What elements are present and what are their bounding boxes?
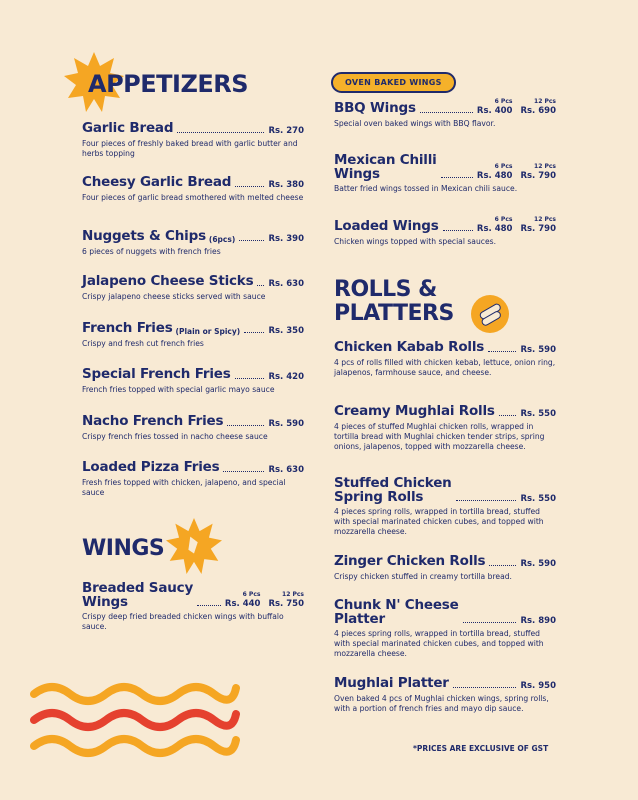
item-description: 4 pcs of rolls filled with chicken kebab, lettuce, onion ring, jalapenos, farmhouse sauce, and cheese. xyxy=(334,358,556,377)
item-description: Chicken wings topped with special sauces. xyxy=(334,237,496,246)
item-description: Crispy chicken stuffed in creamy tortilla bread. xyxy=(334,572,512,581)
list-item xyxy=(334,153,556,194)
list-item xyxy=(82,581,304,632)
item-price: Rs. 350 xyxy=(268,326,304,336)
item-name: Chicken Kabab Rolls xyxy=(334,339,485,355)
item-description: 4 pieces spring rolls, wrapped in tortilla bread, stuffed with special marinated chicken cubes, and topped with mozzarella cheese. xyxy=(334,629,544,658)
list-item xyxy=(334,403,556,452)
size-label: 6 Pcs xyxy=(494,163,513,170)
dotted-leader xyxy=(456,500,517,501)
dotted-leader xyxy=(488,351,516,352)
item-name: Mexican Chilli xyxy=(334,152,437,168)
list-item xyxy=(334,598,556,659)
item-name: Loaded Wings xyxy=(334,218,439,234)
item-description: Crispy and fresh cut french fries xyxy=(82,339,204,348)
item-description: 4 pieces of stuffed Mughlai chicken rolls, wrapped in tortilla bread with Mughlai chicken tender strips, spring onions, jalapenos, topped with mozzarella cheese. xyxy=(334,422,545,451)
item-note: (Plain or Spicy) xyxy=(175,327,241,336)
item-name: Breaded Saucy xyxy=(82,580,194,596)
item-price: Rs. 550 xyxy=(520,494,556,504)
list-item xyxy=(334,553,556,582)
item-description: Crispy french fries tossed in nacho cheese sauce xyxy=(82,432,268,441)
item-description: Crispy deep fried breaded chicken wings with buffalo sauce. xyxy=(82,612,284,631)
size-label: 6 Pcs xyxy=(494,216,513,223)
dotted-leader xyxy=(463,622,517,623)
item-name: Nacho French Fries xyxy=(82,413,224,429)
item-name: BBQ Wings xyxy=(334,100,416,116)
item-name: Special French Fries xyxy=(82,366,231,382)
item-name: Zinger Chicken Rolls xyxy=(334,553,486,569)
dual-price xyxy=(225,591,304,609)
item-description: Fresh fries topped with chicken, jalapeno, and special sauce xyxy=(82,478,286,497)
item-description: Four pieces of garlic bread smothered with melted cheese xyxy=(82,193,304,202)
item-price: Rs. 630 xyxy=(268,279,304,289)
item-price: Rs. 790 xyxy=(520,171,556,181)
size-label: 12 Pcs xyxy=(534,216,556,223)
item-description: Crispy jalapeno cheese sticks served with sauce xyxy=(82,292,266,301)
item-price: Rs. 690 xyxy=(520,106,556,116)
item-price: Rs. 590 xyxy=(520,559,556,569)
list-item xyxy=(334,339,556,378)
item-price: Rs. 480 xyxy=(476,224,513,234)
dual-price xyxy=(477,98,556,116)
item-description: Special oven baked wings with BBQ flavor. xyxy=(334,119,496,128)
item-name: Mughlai Platter xyxy=(334,675,449,691)
size-label: 12 Pcs xyxy=(534,98,556,105)
item-price: Rs. 420 xyxy=(268,372,304,382)
item-name-line2: Wings xyxy=(334,166,380,182)
item-description: Batter fried wings tossed in Mexican chili sauce. xyxy=(334,184,518,193)
item-price: Rs. 890 xyxy=(520,616,556,626)
item-price: Rs. 390 xyxy=(268,234,304,244)
wings-title: WINGS xyxy=(82,536,165,561)
item-description: 6 pieces of nuggets with french fries xyxy=(82,247,221,256)
item-price: Rs. 480 xyxy=(476,171,513,181)
dotted-leader xyxy=(499,415,517,416)
size-label: 6 Pcs xyxy=(494,98,513,105)
wavy-lines-decoration xyxy=(30,678,240,760)
item-name: Garlic Bread xyxy=(82,120,174,136)
item-name: French Fries xyxy=(82,320,173,336)
item-price: Rs. 270 xyxy=(268,126,304,136)
item-name: Stuffed Chicken xyxy=(334,475,452,491)
starburst-icon xyxy=(166,518,222,574)
size-label: 12 Pcs xyxy=(534,163,556,170)
list-item xyxy=(82,413,304,442)
item-price: Rs. 590 xyxy=(268,419,304,429)
dual-price xyxy=(477,216,556,234)
dotted-leader xyxy=(227,425,264,426)
list-item xyxy=(334,216,556,247)
item-price: Rs. 630 xyxy=(268,465,304,475)
list-item xyxy=(82,459,304,498)
dotted-leader xyxy=(441,177,473,178)
item-description: Four pieces of freshly baked bread with garlic butter and herbs topping xyxy=(82,139,298,158)
item-price: Rs. 790 xyxy=(520,224,556,234)
item-description: Oven baked 4 pcs of Mughlai chicken wings, spring rolls, with a portion of french fries and mayo dip sauce. xyxy=(334,694,549,713)
size-label: 6 Pcs xyxy=(242,591,261,598)
rolls-title-line1: ROLLS & xyxy=(334,277,437,302)
list-item xyxy=(82,320,304,349)
dotted-leader xyxy=(443,230,473,231)
item-price: Rs. 950 xyxy=(520,681,556,691)
dotted-leader xyxy=(453,687,517,688)
item-name: Cheesy Garlic Bread xyxy=(82,174,232,190)
item-name: Creamy Mughlai Rolls xyxy=(334,403,495,419)
item-price: Rs. 750 xyxy=(268,599,304,609)
size-label: 12 Pcs xyxy=(282,591,304,598)
dotted-leader xyxy=(197,605,221,606)
list-item xyxy=(334,476,556,537)
dotted-leader xyxy=(489,565,516,566)
dotted-leader xyxy=(177,132,264,133)
item-price: Rs. 590 xyxy=(520,345,556,355)
dotted-leader xyxy=(420,112,473,113)
rolls-title-line2: PLATTERS xyxy=(334,301,454,326)
item-name: Loaded Pizza Fries xyxy=(82,459,220,475)
item-name-line2: Wings xyxy=(82,594,128,610)
item-price: Rs. 380 xyxy=(268,180,304,190)
dotted-leader xyxy=(244,332,264,333)
appetizers-title: APPETIZERS xyxy=(88,70,249,98)
list-item xyxy=(82,273,304,302)
dotted-leader xyxy=(239,240,264,241)
spring-roll-icon xyxy=(470,294,510,334)
dual-price xyxy=(477,163,556,181)
dotted-leader xyxy=(257,285,264,286)
gst-note: *PRICES ARE EXCLUSIVE OF GST xyxy=(413,744,549,753)
item-name-line2: Platter xyxy=(334,611,385,627)
item-name-line2: Spring Rolls xyxy=(334,489,424,505)
list-item xyxy=(82,366,304,395)
item-description: French fries topped with special garlic mayo sauce xyxy=(82,385,275,394)
dotted-leader xyxy=(235,186,264,187)
list-item xyxy=(82,120,304,159)
dotted-leader xyxy=(223,471,264,472)
list-item xyxy=(82,174,304,203)
dotted-leader xyxy=(235,378,265,379)
item-price: Rs. 550 xyxy=(520,409,556,419)
list-item xyxy=(334,98,556,129)
item-name: Jalapeno Cheese Sticks xyxy=(82,273,254,289)
oven-baked-wings-label: OVEN BAKED WINGS xyxy=(331,72,456,93)
list-item xyxy=(334,675,556,714)
item-price: Rs. 440 xyxy=(224,599,261,609)
item-name: Nuggets & Chips xyxy=(82,228,206,244)
item-note: (6pcs) xyxy=(208,235,236,244)
list-item xyxy=(82,228,304,257)
item-name: Chunk N' Cheese xyxy=(334,597,459,613)
item-price: Rs. 400 xyxy=(476,106,513,116)
item-description: 4 pieces spring rolls, wrapped in tortilla bread, stuffed with special marinated chicken cubes, and topped with mozzarella cheese. xyxy=(334,507,544,536)
